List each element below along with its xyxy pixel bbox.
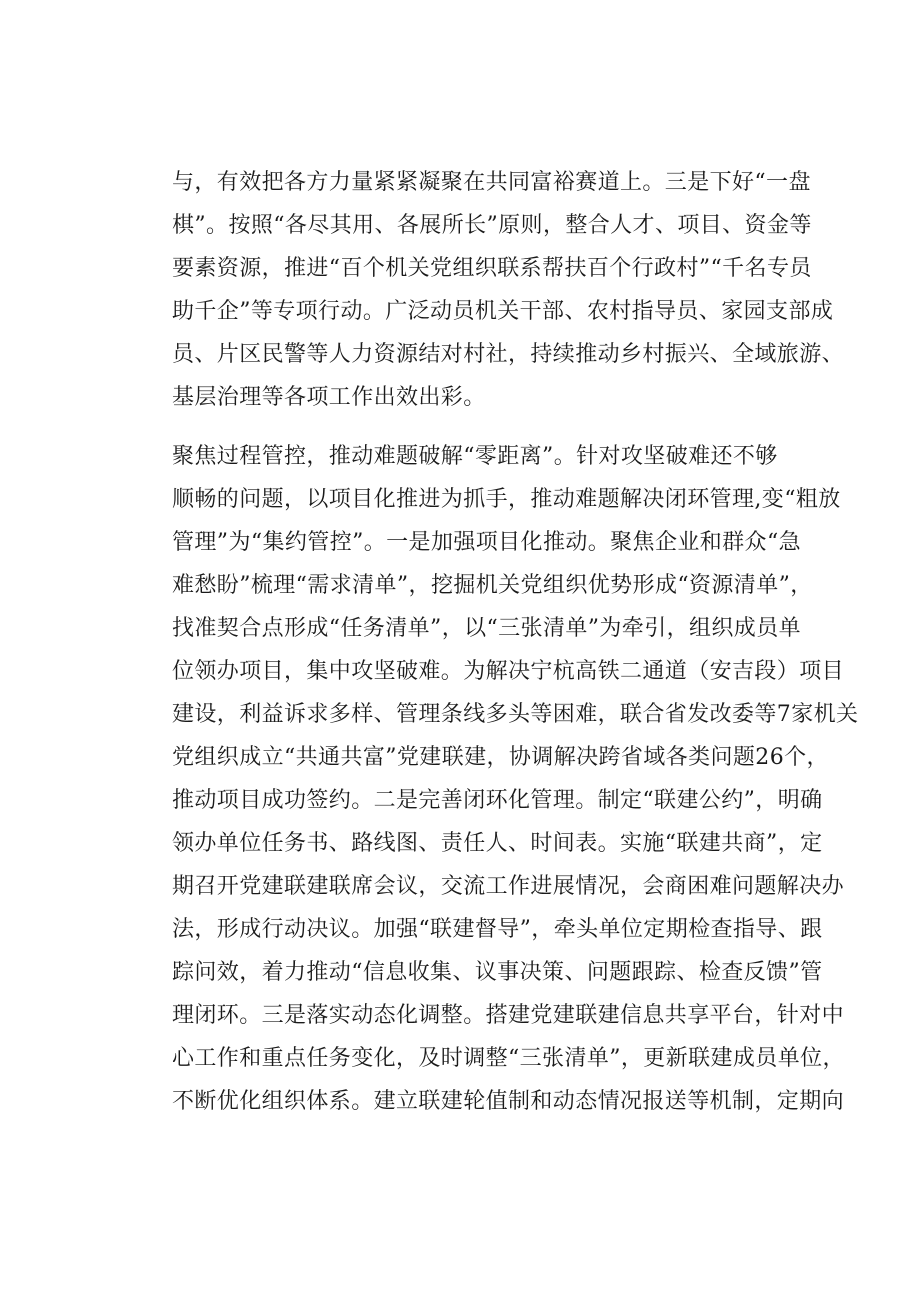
text-line: 员、片区民警等人力资源结对村社，持续推动乡村振兴、全域旅游、 [172, 342, 845, 367]
text-line: 期召开党建联建联席会议，交流工作进展情况，会商困难问题解决办 [172, 874, 845, 899]
text-line: 要素资源，推进“百个机关党组织联系帮扶百个行政村”“千名专员 [172, 256, 812, 281]
text-line: 助千企”等专项行动。广泛动员机关干部、农村指导员、家园支部成 [172, 299, 834, 324]
text-line: 与，有效把各方力量紧紧凝聚在共同富裕赛道上。三是下好“一盘 [172, 170, 811, 195]
text-line: 管理”为“集约管控”。一是加强项目化推动。聚焦企业和群众“急 [172, 530, 801, 555]
text-line: 法，形成行动决议。加强“联建督导”，牵头单位定期检查指导、跟 [172, 917, 823, 942]
text-line [172, 437, 822, 477]
text-line: 理闭环。三是落实动态化调整。搭建党建联建信息共享平台，针对中 [172, 1003, 845, 1028]
text-line: 党组织成立“共通共富”党建联建，协调解决跨省域各类问题26个， [172, 745, 829, 770]
text-line: 领办单位任务书、路线图、责任人、时间表。实施“联建共商”，定 [172, 831, 823, 856]
text-line: 建设，利益诉求多样、管理条线多头等困难，联合省发改委等7家机关 [172, 702, 859, 727]
text-line: 棋”。按照“各尽其用、各展所长”原则，整合人才、项目、资金等 [172, 213, 812, 238]
paragraph-2-first-line: 聚焦过程管控，推动难题破解“零距离”。针对攻坚破难还不够 [172, 444, 778, 469]
text-line: 不断优化组织体系。建立联建轮值制和动态情况报送等机制，定期向 [172, 1089, 845, 1114]
text-line: 位领办项目，集中攻坚破难。为解决宁杭高铁二通道（安吉段）项目 [172, 659, 845, 684]
text-line: 找准契合点形成“任务清单”，以“三张清单”为牵引，组织成员单 [172, 616, 801, 641]
text-line: 心工作和重点任务变化，及时调整“三张清单”，更新联建成员单位， [172, 1046, 845, 1071]
text-line: 基层治理等各项工作出效出彩。 [172, 385, 486, 410]
text-line: 推动项目成功签约。二是完善闭环化管理。制定“联建公约”，明确 [172, 788, 823, 813]
text-line: 难愁盼”梳理“需求清单”，挖掘机关党组织优势形成“资源清单”， [172, 573, 813, 598]
text-line: 顺畅的问题，以项目化推进为抓手，推动难题解决闭环管理,变“粗放 [172, 487, 841, 512]
text-line: 踪问效，着力推动“信息收集、议事决策、问题跟踪、检查反馈”管 [172, 960, 823, 985]
